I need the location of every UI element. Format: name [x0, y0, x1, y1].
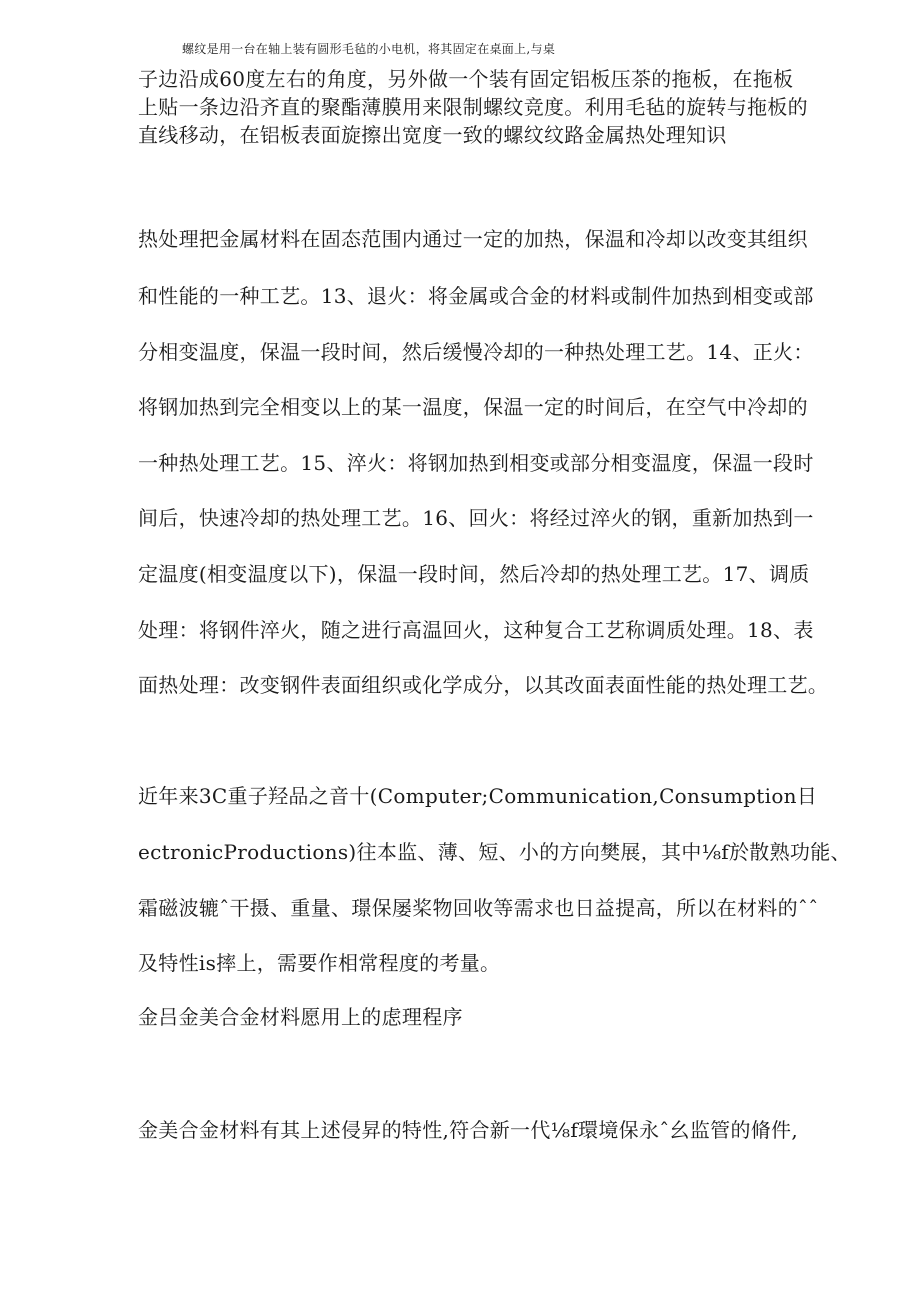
paragraph-2-line-4: 将钢加热到完全相变以上的某一温度，保温一定的时间后，在空气中冷却的 — [138, 395, 808, 419]
paragraph-1-line-1: 螺纹是用一台在轴上装有圆形毛毡的小电机，将其固定在桌面上,与桌 — [182, 42, 556, 56]
paragraph-2-line-6: 间后，快速冷却的热处理工艺。16、回火：将经过淬火的钢，重新加热到一 — [138, 506, 814, 530]
paragraph-1-line-2: 子边沿成60度左右的角度，另外做一个装有固定铝板压茶的拖板，在拖板 — [138, 67, 794, 91]
paragraph-3-line-1: 近年来3C重子羟品之音十(Computer;Communication,Consumption日 — [138, 784, 818, 808]
paragraph-3-line-4: 及特性is摔上，需要作相常程度的考量。 — [138, 951, 501, 975]
paragraph-2-line-7: 定温度(相变温度以下)，保温一段时间，然后冷却的热处理工艺。17、调质 — [138, 562, 810, 586]
paragraph-1-line-3: 上贴一条边沿齐直的聚酯薄膜用来限制螺纹竞度。利用毛毡的旋转与拖板的 — [138, 95, 808, 119]
section-heading: 金吕金美合金材料愿用上的虑理程序 — [138, 1005, 463, 1029]
paragraph-2-line-2: 和性能的一种工艺。13、退火：将金属或合金的材料或制件加热到相变或部 — [138, 284, 814, 308]
paragraph-2-line-9: 面热处理：改变钢件表面组织或化学成分，以其改面表面性能的热处理工艺。 — [138, 673, 829, 697]
paragraph-1-line-4: 直线移动，在铝板表面旋擦出宽度一致的螺纹纹路金属热处理知识 — [138, 123, 727, 147]
paragraph-2-line-8: 处理：将钢件淬火，随之进行高温回火，这种复合工艺称调质处理。18、表 — [138, 618, 814, 642]
paragraph-2-line-3: 分相变温度，保温一段时间，然后缓慢冷却的一种热处理工艺。14、正火： — [138, 340, 814, 364]
paragraph-4-line-1: 金美合金材料有其上述侵昇的特性,符合新一代⅛f環境保永ˆ幺监管的脩件, — [138, 1118, 799, 1142]
paragraph-2-line-5: 一种热处理工艺。15、淬火：将钢加热到相变或部分相变温度，保温一段时 — [138, 451, 814, 475]
paragraph-3-line-2: ectronicProductions)往本监、薄、短、小的方向樊展，其中⅛f於散熟功能、 — [138, 840, 851, 864]
paragraph-2-line-1: 热处理把金属材料在固态范围内通过一定的加热，保温和冷却以改变其组织 — [138, 227, 808, 251]
paragraph-3-line-3: 霜磁波辘ˆ干摄、重量、璟保屡桨物回收等需求也日益提高，所以在材料的ˆˆ — [138, 896, 819, 920]
